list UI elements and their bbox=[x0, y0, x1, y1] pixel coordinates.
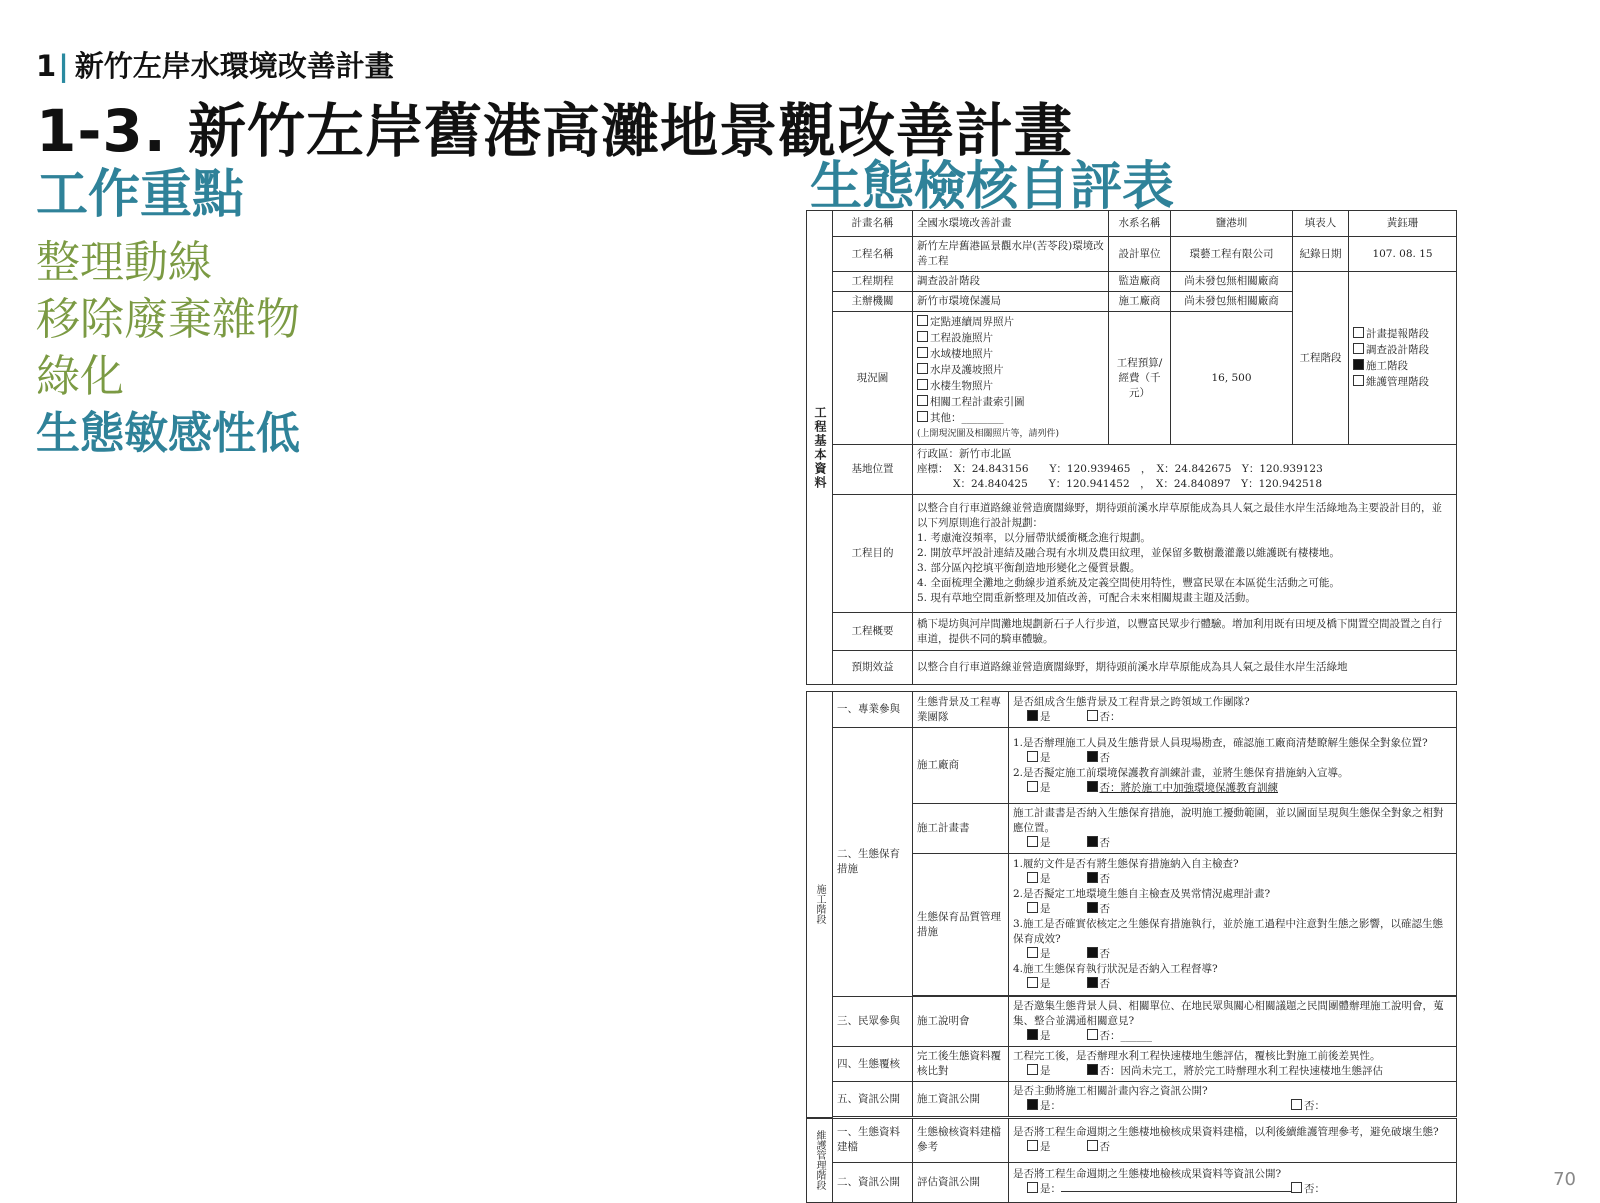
overview: 橋下堤坊與河岸間灘地規劃新石子人行步道，以豐富民眾步行體驗。增加利用既有田埂及橋下閒置空間設置之自行車道，提供不同的騎車體驗。 bbox=[913, 613, 1457, 651]
c3-item: 施工說明會 bbox=[913, 997, 1009, 1047]
photo-option: 相關工程計畫索引圖 bbox=[917, 394, 1104, 410]
water-system-label: 水系名稱 bbox=[1109, 211, 1171, 237]
m2-item: 評估資訊公開 bbox=[913, 1162, 1009, 1202]
checkbox-icon bbox=[1353, 375, 1364, 386]
section-label bbox=[36, 44, 394, 85]
checkbox-icon bbox=[1087, 1029, 1098, 1040]
budget: 16, 500 bbox=[1171, 312, 1293, 445]
photo-option: 工程設施照片 bbox=[917, 330, 1104, 346]
work-focus-heading: 工作重點 bbox=[36, 165, 245, 225]
checkbox-icon bbox=[1353, 343, 1364, 354]
filler-label: 填表人 bbox=[1293, 211, 1349, 237]
eco-checklist-form bbox=[806, 210, 1456, 1194]
checkbox-icon bbox=[1027, 1182, 1038, 1193]
location-details bbox=[913, 445, 1457, 495]
side-label-basic: 工程基本資料 bbox=[807, 211, 833, 685]
section-title: 新竹左岸水環境改善計畫 bbox=[74, 49, 394, 83]
purpose-intro: 以整合自行車道路線並營造廣闊綠野，期待頭前溪水岸草原能成為具人氣之最佳水岸生活綠地為主要設計目的，並以下列原則進行設計規劃： bbox=[917, 502, 1442, 529]
stage-option: 計畫提報階段 bbox=[1353, 326, 1452, 342]
design-unit: 環藝工程有限公司 bbox=[1171, 237, 1293, 272]
c2a-item: 施工廠商 bbox=[913, 728, 1009, 804]
maintenance-table bbox=[806, 1118, 1457, 1203]
design-unit-label: 設計單位 bbox=[1109, 237, 1171, 272]
c5-question: 是否主動將施工相關計畫內容之資訊公開? 是： 否： bbox=[1009, 1082, 1457, 1117]
record-date-label: 紀錄日期 bbox=[1293, 237, 1349, 272]
photos-label: 現況圖 bbox=[833, 312, 913, 445]
checkbox-icon bbox=[917, 395, 928, 406]
basic-info-table bbox=[806, 210, 1457, 685]
purpose-item: 4. 全面梳理全灘地之動線步道系統及定義空間使用特性，豐富民眾在本區從生活動之可能。 bbox=[917, 577, 1340, 589]
checkbox-icon bbox=[1353, 327, 1364, 338]
contractor: 尚未發包無相關廠商 bbox=[1171, 292, 1293, 312]
c2c-questions: 1.履約文件是否有將生態保育措施納入自主檢查? 是 否 2.是否擬定工地環境生態自主檢查及異常情況處理計畫? 是 否 3.施工是否確實依核定之生態保育措施執行，並於施工過程中注意對生態之影響，以確認生態保育成效? 是 否 4.施工生態保育執行狀況是否納入工程督導? 是 否 bbox=[1009, 854, 1457, 996]
work-point: 整理動線 bbox=[36, 237, 212, 288]
period: 調查設計階段 bbox=[913, 272, 1109, 292]
photo-option: 水棲生物照片 bbox=[917, 378, 1104, 394]
section-divider: | bbox=[58, 49, 69, 83]
c2c-item: 生態保育品質管理措施 bbox=[913, 854, 1009, 996]
photo-option: 定點連續周界照片 bbox=[917, 314, 1104, 330]
side-label-maintenance: 維護管理階段 bbox=[807, 1118, 833, 1202]
checkbox-icon bbox=[1027, 902, 1038, 913]
c4-item: 完工後生態資料覆核比對 bbox=[913, 1047, 1009, 1082]
checkbox-icon bbox=[1027, 872, 1038, 883]
plan-name-label: 計畫名稱 bbox=[833, 211, 913, 237]
photo-option: 水域棲地照片 bbox=[917, 346, 1104, 362]
construction-table bbox=[806, 691, 1457, 1118]
purpose-details bbox=[913, 495, 1457, 613]
authority-label: 主辦機關 bbox=[833, 292, 913, 312]
m1-item: 生態檢核資料建檔參考 bbox=[913, 1118, 1009, 1162]
checkbox-checked-icon bbox=[1027, 1099, 1038, 1110]
stage-label: 工程階段 bbox=[1293, 272, 1349, 445]
checkbox-icon bbox=[1027, 947, 1038, 958]
authority: 新竹市環境保護局 bbox=[913, 292, 1109, 312]
photo-option: 其他：________ bbox=[917, 410, 1104, 426]
checkbox-icon bbox=[917, 411, 928, 422]
c2a-question: 1.是否辦理施工人員及生態背景人員現場勘查，確認施工廠商清楚瞭解生態保全對象位置? 是 否 2.是否擬定施工前環境保護教育訓練計畫，並將生態保育措施納入宣導。 是 否：將於施工中加強環境保護教育訓練 bbox=[1009, 728, 1457, 804]
work-point: 綠化 bbox=[36, 351, 124, 402]
checkbox-icon bbox=[917, 315, 928, 326]
m1-question: 是否將工程生命週期之生態棲地檢核成果資料建檔，以利後續維護管理參考，避免破壞生態? 是 否 bbox=[1009, 1118, 1457, 1162]
checkbox-icon bbox=[1027, 1140, 1038, 1151]
location-coord: 座標： X：24.843156 Y：120.939465 ， X：24.842675 Y：120.939123 bbox=[917, 463, 1323, 475]
purpose-item: 5. 現有草地空間重新整理及加值改善，可配合未來相關規畫主題及活動。 bbox=[917, 592, 1256, 604]
page-title: 1-3. 新竹左岸舊港高灘地景觀改善計畫 bbox=[36, 97, 1074, 165]
benefit: 以整合自行車道路線並營造廣闊綠野，期待頭前溪水岸草原能成為具人氣之最佳水岸生活綠地 bbox=[913, 651, 1457, 685]
checkbox-checked-icon bbox=[1087, 902, 1098, 913]
water-system: 鹽港圳 bbox=[1171, 211, 1293, 237]
checkbox-checked-icon bbox=[1087, 872, 1098, 883]
purpose-label: 工程目的 bbox=[833, 495, 913, 613]
stage-options bbox=[1349, 272, 1457, 445]
checkbox-icon bbox=[1291, 1182, 1302, 1193]
checkbox-checked-icon bbox=[1087, 1064, 1098, 1075]
purpose-item: 3. 部分區內挖填平衡創造地形變化之優質景觀。 bbox=[917, 562, 1141, 574]
c1-question: 是否組成含生態背景及工程背景之跨領域工作團隊? 是 否： bbox=[1009, 692, 1457, 728]
project-name-label: 工程名稱 bbox=[833, 237, 913, 272]
benefit-label: 預期效益 bbox=[833, 651, 913, 685]
photos-list bbox=[913, 312, 1109, 445]
contractor-label: 施工廠商 bbox=[1109, 292, 1171, 312]
c4-question: 工程完工後，是否辦理水利工程快速棲地生態評估，覆核比對施工前後差異性。 是 否：因尚未完工，將於完工時辦理水利工程快速棲地生態評估 bbox=[1009, 1047, 1457, 1082]
location-district: 行政區：新竹市北區 bbox=[917, 448, 1012, 460]
stage-option: 維護管理階段 bbox=[1353, 374, 1452, 390]
checkbox-checked-icon bbox=[1027, 710, 1038, 721]
c2-label: 二、生態保育措施 bbox=[833, 728, 913, 997]
checkbox-icon bbox=[1087, 1140, 1098, 1151]
c1-item: 生態背景及工程專業團隊 bbox=[913, 692, 1009, 728]
checkbox-checked-icon bbox=[1087, 836, 1098, 847]
stage-option: 施工階段 bbox=[1353, 358, 1452, 374]
checkbox-icon bbox=[1027, 781, 1038, 792]
checkbox-icon bbox=[1087, 710, 1098, 721]
c3-question: 是否邀集生態背景人員、相關單位、在地民眾與關心相關議題之民間團體辦理施工說明會，蒐集、整合並溝通相關意見? 是 否：______ bbox=[1009, 997, 1457, 1047]
location-coord: X：24.840425 Y：120.941452 ， X：24.840897 Y：120.942518 bbox=[953, 478, 1323, 490]
supervisor: 尚未發包無相關廠商 bbox=[1171, 272, 1293, 292]
checkbox-icon bbox=[1027, 751, 1038, 762]
supervisor-label: 監造廠商 bbox=[1109, 272, 1171, 292]
budget-label: 工程預算/經費（千元） bbox=[1109, 312, 1171, 445]
checkbox-checked-icon bbox=[1087, 947, 1098, 958]
photos-note: (上開現況圖及相關照片等，請列件) bbox=[917, 429, 1060, 439]
c5-item: 施工資訊公開 bbox=[913, 1082, 1009, 1117]
location-label: 基地位置 bbox=[833, 445, 913, 495]
c2b-item: 施工計畫書 bbox=[913, 804, 1009, 854]
checkbox-icon bbox=[1027, 977, 1038, 988]
checkbox-icon bbox=[917, 331, 928, 342]
work-point-highlight: 生態敏感性低 bbox=[36, 408, 300, 459]
project-name: 新竹左岸舊港區景觀水岸(苦苓段)環境改善工程 bbox=[913, 237, 1109, 272]
side-label-construction: 施工階段 bbox=[807, 692, 833, 1118]
c1-label: 一、專業參與 bbox=[833, 692, 913, 728]
stage-option: 調查設計階段 bbox=[1353, 342, 1452, 358]
eco-checklist-heading: 生態檢核自評表 bbox=[810, 157, 1175, 217]
m2-label: 二、資訊公開 bbox=[833, 1162, 913, 1202]
checkbox-checked-icon bbox=[1353, 359, 1364, 370]
checkbox-icon bbox=[1291, 1099, 1302, 1110]
checkbox-checked-icon bbox=[1027, 1029, 1038, 1040]
m1-label: 一、生態資料建檔 bbox=[833, 1118, 913, 1162]
c2b-question: 施工計畫書是否納入生態保育措施，說明施工擾動範圍，並以圖面呈現與生態保全對象之相對應位置。 是 否 bbox=[1009, 804, 1457, 854]
checkbox-icon bbox=[917, 379, 928, 390]
plan-name: 全國水環境改善計畫 bbox=[913, 211, 1109, 237]
checkbox-icon bbox=[917, 363, 928, 374]
checkbox-icon bbox=[1027, 836, 1038, 847]
purpose-item: 2. 開放草坪設計連結及融合現有水圳及農田紋理，並保留多數樹叢灌叢以維護既有棲棲地。 bbox=[917, 547, 1340, 559]
m2-question: 是否將工程生命週期之生態棲地檢核成果資料等資訊公開? 是： 否： bbox=[1009, 1162, 1457, 1202]
work-point: 移除廢棄雜物 bbox=[36, 294, 300, 345]
checkbox-icon bbox=[1027, 1064, 1038, 1075]
checkbox-checked-icon bbox=[1087, 781, 1098, 792]
photo-option: 水岸及護坡照片 bbox=[917, 362, 1104, 378]
checkbox-icon bbox=[917, 347, 928, 358]
filler: 黃鈺珊 bbox=[1349, 211, 1457, 237]
record-date: 107. 08. 15 bbox=[1349, 237, 1457, 272]
checkbox-checked-icon bbox=[1087, 751, 1098, 762]
c3-label: 三、民眾參與 bbox=[833, 997, 913, 1047]
section-number: 1 bbox=[36, 49, 57, 83]
c4-label: 四、生態覆核 bbox=[833, 1047, 913, 1082]
purpose-item: 1. 考慮淹沒頻率，以分層帶狀緩衝概念進行規劃。 bbox=[917, 532, 1151, 544]
work-points-list bbox=[36, 234, 300, 462]
period-label: 工程期程 bbox=[833, 272, 913, 292]
c5-label: 五、資訊公開 bbox=[833, 1082, 913, 1117]
checkbox-checked-icon bbox=[1087, 977, 1098, 988]
page-number: 70 bbox=[1553, 1169, 1576, 1190]
overview-label: 工程概要 bbox=[833, 613, 913, 651]
